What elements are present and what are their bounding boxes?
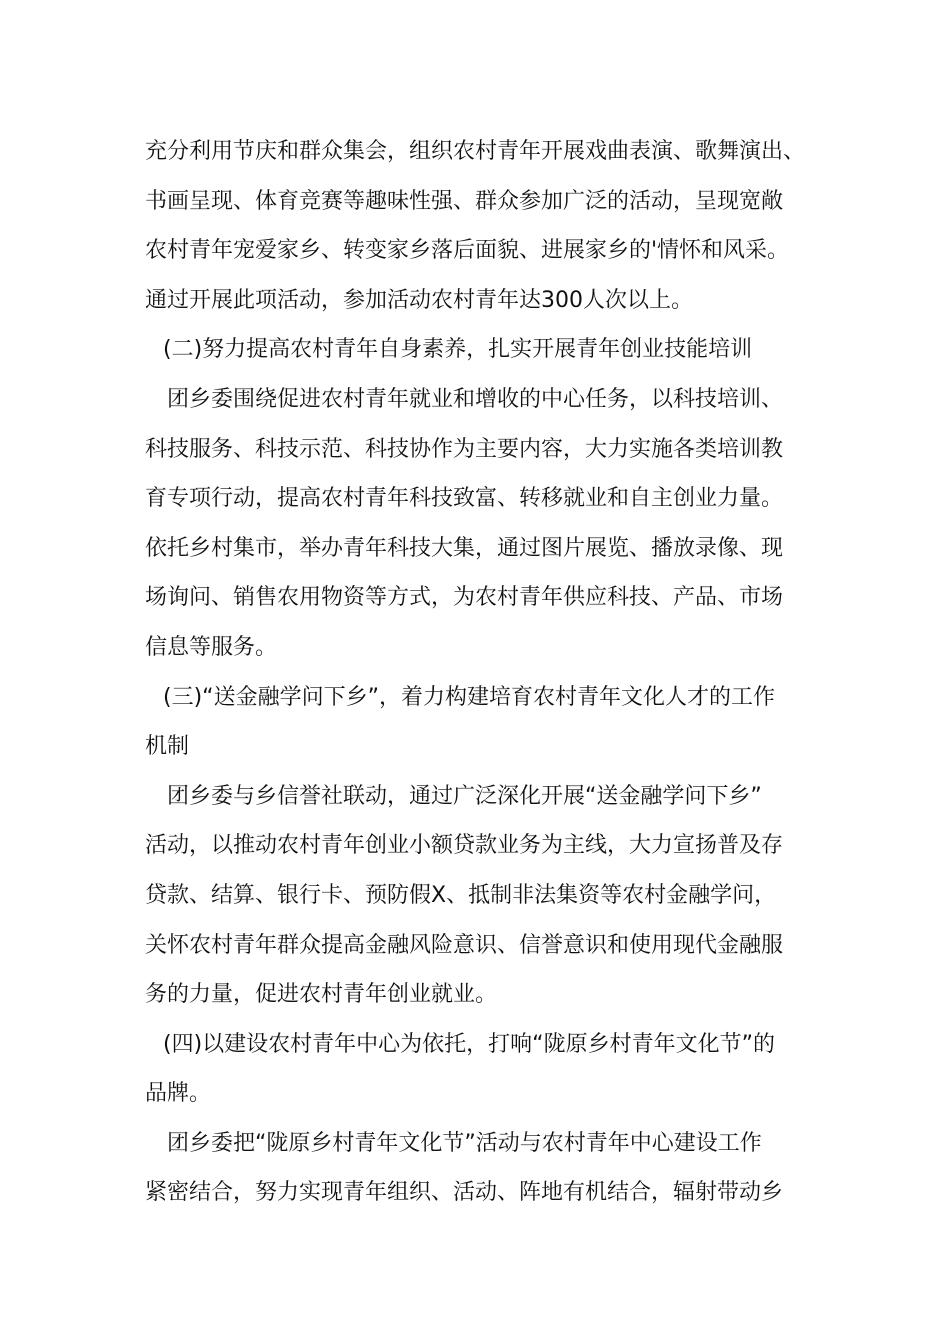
text-line: 书画呈现、体育竞赛等趣味性强、群众参加广泛的活动，呈现宽敞 [145,188,784,214]
text-line: 务的力量，促进农村青年创业就业。 [145,982,498,1008]
text-line: 依托乡村集市，举办青年科技大集，通过图片展览、播放录像、现 [145,535,784,561]
text-line: 场询问、销售农用物资等方式，为农村青年供应科技、产品、市场 [145,585,784,611]
text-line: 紧密结合，努力实现青年组织、活动、阵地有机结合，辐射带动乡 [145,1180,784,1206]
text-line: 育专项行动，提高农村青年科技致富、转移就业和自主创业力量。 [145,486,784,512]
section-heading-2: (二)努力提高农村青年自身素养，扎实开展青年创业技能培训 [163,337,753,363]
section-heading-4: (四)以建设农村青年中心为依托，打响“陇原乡村青年文化节”的 [163,1031,775,1057]
section-heading-3: (三)“送金融学问下乡”，着力构建培育农村青年文化人才的工作 [163,684,775,710]
text-line: 机制 [145,734,190,760]
text-line: 科技服务、科技示范、科技协作为主要内容，大力实施各类培训教 [145,436,784,462]
document-body [145,127,817,1218]
paragraph-start: 团乡委把“陇原乡村青年文化节”活动与农村青年中心建设工作 [167,1130,762,1156]
text-line: 通过开展此项活动，参加活动农村青年达300人次以上。 [145,287,693,313]
text-line: 关怀农村青年群众提高金融风险意识、信誉意识和使用现代金融服 [145,932,784,958]
text-line: 贷款、结算、银行卡、预防假X、抵制非法集资等农村金融学问， [145,882,777,908]
text-line: 品牌。 [145,1081,212,1107]
text-line: 农村青年宠爱家乡、转变家乡落后面貌、进展家乡的'情怀和风采。 [145,238,790,264]
paragraph-start: 团乡委与乡信誉社联动，通过广泛深化开展“送金融学问下乡” [167,783,762,809]
text-line: 活动，以推动农村青年创业小额贷款业务为主线，大力宣扬普及存 [145,833,784,859]
text-line: 充分利用节庆和群众集会，组织农村青年开展戏曲表演、歌舞演出、 [145,139,806,164]
text-line: 信息等服务。 [145,634,278,660]
paragraph-start: 团乡委围绕促进农村青年就业和增收的中心任务，以科技培训、 [167,386,784,412]
